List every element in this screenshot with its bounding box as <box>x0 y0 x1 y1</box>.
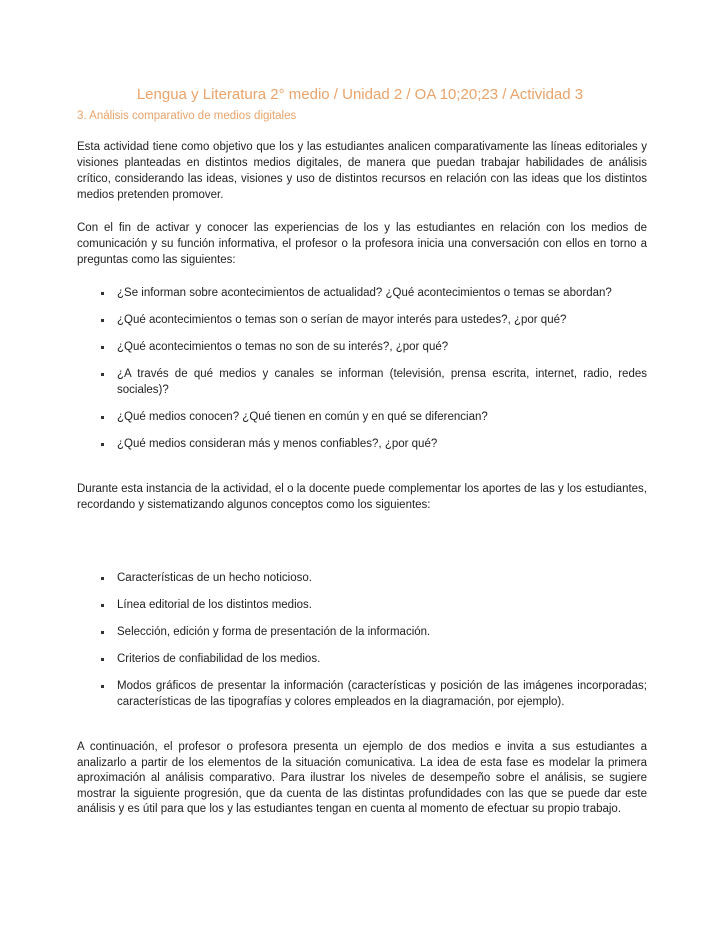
concepts-list <box>77 570 647 721</box>
list-item: ¿Qué medios consideran más y menos confiables?, ¿por qué? <box>77 436 647 452</box>
list-item: ¿Qué acontecimientos o temas no son de su interés?, ¿por qué? <box>77 339 647 355</box>
example-paragraph: A continuación, el profesor o profesora presenta un ejemplo de dos medios e invita a sus estudiantes a analizarlo a partir de los elementos de la situación comunicativa. La idea de esta fase es modelar la primera aproximación al análisis comparativo. Para ilustrar los niveles de desempeño sobre el análisis, se sugiere mostrar la siguiente progresión, que da cuenta de las distintas profundidades con las que se puede dar este análisis y es útil para que los y las estudiantes tengan en cuenta al momento de efectuar su propio trabajo. <box>77 741 647 816</box>
intro-paragraph: Esta actividad tiene como objetivo que los y las estudiantes analicen comparativamente las líneas editoriales y visiones planteadas en distintos medios digitales, de manera que puedan trabajar habilidades de análisis crítico, considerando las ideas, visiones y uso de distintos recursos en relación con las ideas que los distintos medios pretenden promover. <box>77 141 647 201</box>
teacher-paragraph: Durante esta instancia de la actividad, el o la docente puede complementar los aportes de las y los estudiantes, recordando y sistematizando algunos conceptos como los siguientes: <box>77 483 647 511</box>
list-item: Línea editorial de los distintos medios. <box>77 597 647 613</box>
page-title: Lengua y Literatura 2° medio / Unidad 2 / OA 10;20;23 / Actividad 3 <box>136 86 584 103</box>
list-item: Selección, edición y forma de presentación de la información. <box>77 624 647 640</box>
list-item: Características de un hecho noticioso. <box>77 570 647 586</box>
activation-paragraph: Con el fin de activar y conocer las experiencias de los y las estudiantes en relación con los medios de comunicación y su función informativa, el profesor o la profesora inicia una conversación con ellos en torno a preguntas como las siguientes: <box>77 222 647 266</box>
list-item: Criterios de confiabilidad de los medios. <box>77 651 647 667</box>
section-heading: 3. Análisis comparativo de medios digitales <box>77 110 297 122</box>
list-item: ¿A través de qué medios y canales se informan (televisión, prensa escrita, internet, radio, redes sociales)? <box>77 366 647 398</box>
list-item: ¿Se informan sobre acontecimientos de actualidad? ¿Qué acontecimientos o temas se abordan? <box>77 285 647 301</box>
list-item: ¿Qué acontecimientos o temas son o serían de mayor interés para ustedes?, ¿por qué? <box>77 312 647 328</box>
questions-list <box>77 285 647 463</box>
list-item: Modos gráficos de presentar la información (características y posición de las imágenes incorporadas; características de las tipografías y colores empleados en la diagramación, por ejemplo). <box>77 678 647 710</box>
list-item: ¿Qué medios conocen? ¿Qué tienen en común y en qué se diferencian? <box>77 409 647 425</box>
